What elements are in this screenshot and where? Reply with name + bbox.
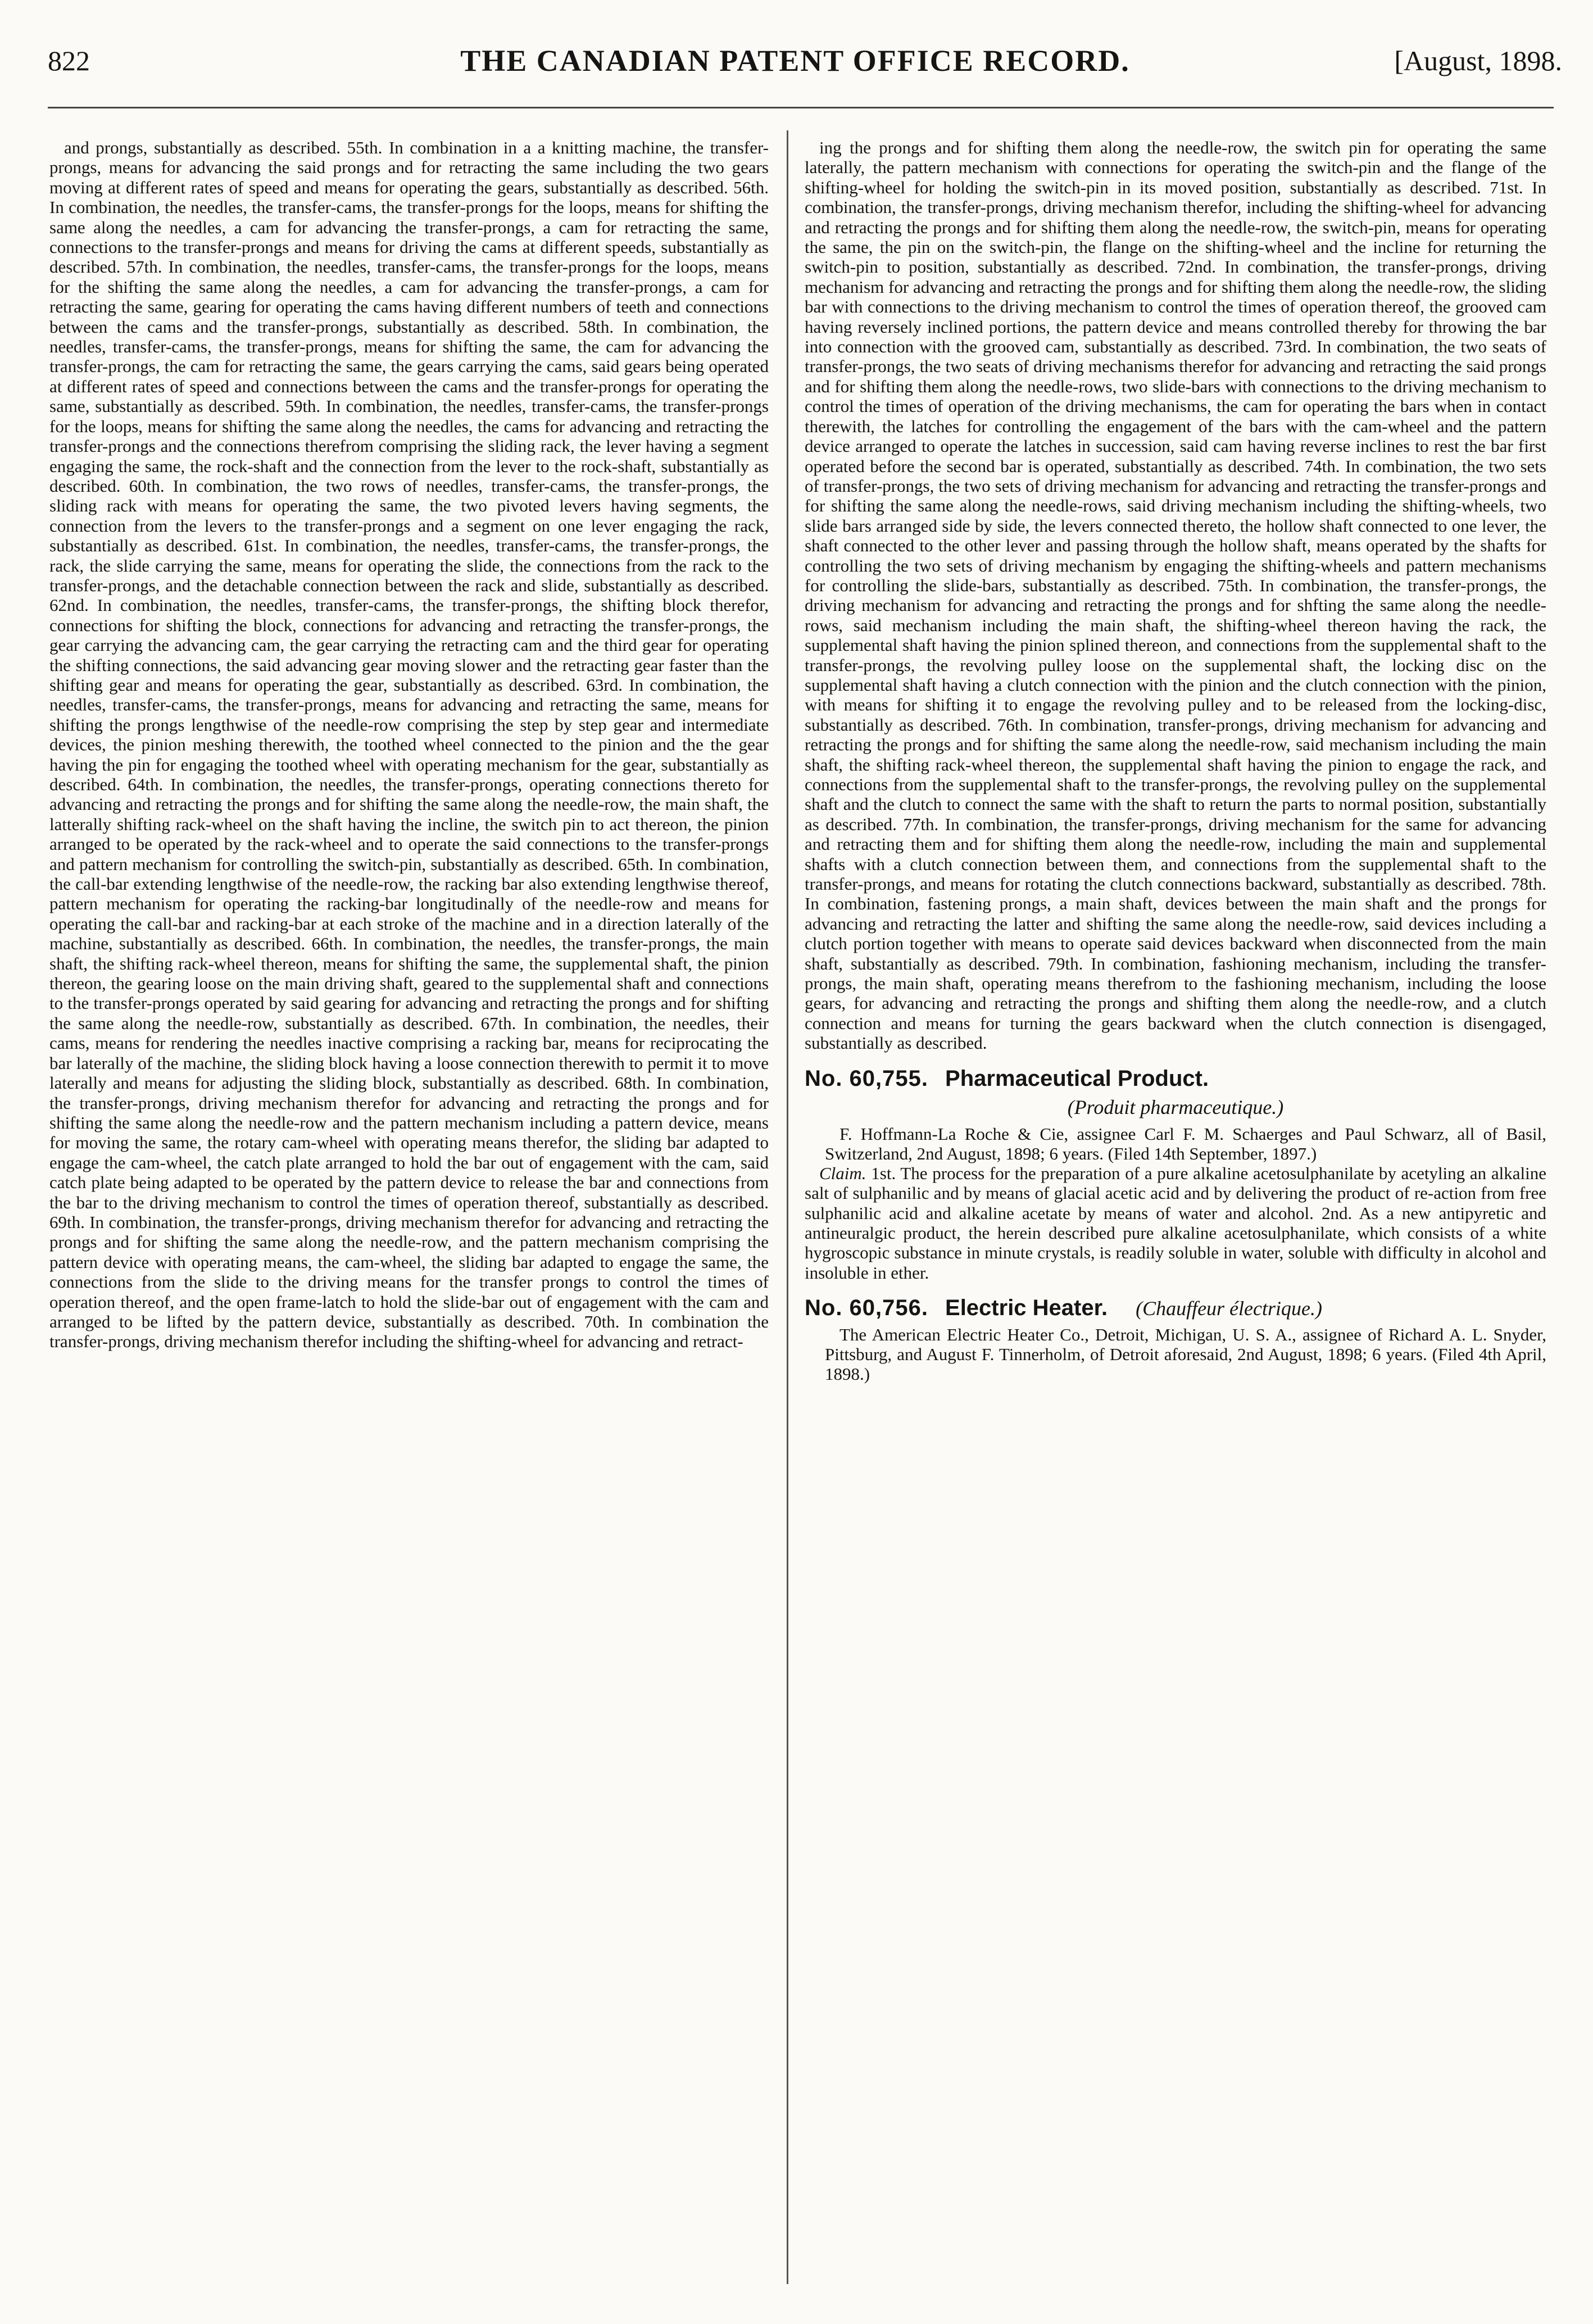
header-rule xyxy=(48,107,1554,108)
column-divider xyxy=(787,130,788,2284)
claim-label: Claim. xyxy=(819,1163,866,1183)
claims-continued-text: ing the prongs and for shifting them along the needle-row, the switch pin for operating the same laterally, the pattern mechanism with connections for operating the switch-pin and the flange of the shifting-wheel for holding the switch-pin in its moved position, substantially as described. 71st. In combination, the transfer-prongs, driving mechanism therefor, including the shifting-wheel for advancing and retracting the prongs and for shifting them along the needle-row, the switch-pin, means for operating the same, the pin on the switch-pin, the flange on the shifting-wheel and the incline for returning the switch-pin to position, substantially as described. 72nd. In combination, the transfer-prongs, driving mechanism for advancing and retracting the prongs and for shifting them along the needle-row, the sliding bar with connections to the driving mechanism to control the times of operation thereof, the grooved cam having reversely inclined portions, the pattern device and means controlled thereby for throwing the bar into connection with the grooved cam, substantially as described. 73rd. In combination, the two seats of transfer-prongs, the two seats of driving mechanisms therefor for advancing and retracting the said prongs and for shifting them along the needle-rows, two slide-bars with connections to the driving mechanism to control the times of operation of the driving mechanisms, the cam for operating the bars when in contact therewith, the latches for controlling the engagement of the bars with the cam-wheel and the pattern device arranged to operate the latches in succession, said cam having reverse inclines to rest the bar first operated before the second bar is operated, substantially as described. 74th. In combination, the two sets of transfer-prongs, the two sets of driving mechanism for advancing and retracting the transfer-prongs and for shifting the same along the needle-rows, said driving mechanism including the shifting-wheels, two slide bars arranged side by side, the levers connected thereto, the hollow shaft connected to one lever, the shaft connected to the other lever and passing through the hollow shaft, means operated by the shafts for controlling the two sets of driving mechanism by engaging the shifting-wheels and pattern mechanisms for controlling the slide-bars, substantially as described. 75th. In combination, the transfer-prongs, the driving mechanism for advancing and retracting the prongs and for shfting the same along the needle-rows, said mechanism including the main shaft, the shifting-wheel thereon having the rack, the supplemental shaft having the pinion splined thereon, and connections from the supplemental shaft to the transfer-prongs, the revolving pulley loose on the supplemental shaft, the locking disc on the supplemental shaft having a clutch connection with the pinion and the clutch connection with the pinion, with means for shifting it to engage the revolving pulley and to be released from the locking-disc, substantially as described. 76th. In combination, transfer-prongs, driving mechanism for advancing and retracting the prongs and for shifting the same along the needle-row, said mechanism including the main shaft, the shifting rack-wheel thereon, the supplemental shaft having the pinion to engage the rack, and connections from the supplemental shaft to the transfer-prongs, the revolving pulley on the supplemental shaft and the clutch to connect the same with the shaft to return the parts to normal position, substantially as described. 77th. In combination, the transfer-prongs, driving mechanism for the same for advancing and retracting them and for shifting them along the needle-row, including the main and supplemental shafts with a clutch connection between them, and connections from the supplemental shaft to the transfer-prongs, and means for rotating the clutch connections backward, substantially as described. 78th. In combination, fastening prongs, a main shaft, devices between the main shaft and the prongs for advancing and retracting the latter and shifting the same along the needle-row, said devices including a clutch portion together with means to operate said devices backward when disconnected from the main shaft, substantially as described. 79th. In combination, fashioning mechanism, including the transfer-prongs, the main shaft, operating means therefrom to the fashioning mechanism, including the loose gears, for advancing and retracting the prongs and shifting them along the needle-row, and a clutch connection and means for turning the gears backward when the clutch connection is disengaged, substantially as described. xyxy=(805,138,1546,1053)
patent-number: No. 60,756. xyxy=(805,1295,929,1321)
patent-heading xyxy=(805,1295,1546,1321)
patent-heading xyxy=(805,1066,1546,1091)
right-column xyxy=(805,138,1546,2290)
page-number: 822 xyxy=(48,45,90,76)
patent-assignee: F. Hoffmann-La Roche & Cie, assignee Carl F. M. Schaerges and Paul Schwarz, all of Basil, Switzerland, 2nd August, 1898; 6 years. (Filed 14th September, 1897.) xyxy=(825,1124,1546,1163)
patent-title: Electric Heater. xyxy=(945,1295,1108,1321)
patent-french-title: (Chauffeur électrique.) xyxy=(1136,1297,1322,1320)
claims-text: 1st. The process for the preparation of a pure alkaline acetosulphanilate by acetyling an alkaline salt of sulphanilic and by means of glacial acetic acid and by delivering the product of re-action from free sulphanilic acid and alkaline acetate by means of water and alcohol. 2nd. As a new antipyretic and antineuralgic product, the herein described pure alkaline acetosulphanilate, which consists of a white hygroscopic substance in minute crystals, is readily soluble in water, soluble with difficulty in alcohol and insoluble in ether. xyxy=(805,1163,1546,1283)
journal-title: THE CANADIAN PATENT OFFICE RECORD. xyxy=(460,44,1130,78)
patent-claims xyxy=(805,1163,1546,1283)
patent-assignee: The American Electric Heater Co., Detroit, Michigan, U. S. A., assignee of Richard A. L. Snyder, Pittsburg, and August F. Tinnerholm, of Detroit aforesaid, 2nd August, 1898; 6 years. (Filed 4th April, 1898.) xyxy=(825,1325,1546,1384)
patent-title: Pharmaceutical Product. xyxy=(945,1066,1209,1091)
patent-number: No. 60,755. xyxy=(805,1066,929,1091)
claims-continued-text: and prongs, substantially as described. 55th. In combination in a a knitting machine, the transfer-prongs, means for advancing the said prongs and for retracting the same including the two gears moving at different rates of speed and means for operating the gears, substantially as described. 56th. In combination, the needles, the transfer-cams, the transfer-prongs for the loops, means for shifting the same along the needles, a cam for advancing the transfer-prongs, a cam for retracting the same, connections to the transfer-prongs and means for driving the cams at different speeds, substantially as described. 57th. In combination, the needles, transfer-cams, the transfer-prongs for the loops, means for the shifting the same along the needles, a cam for advancing the transfer-prongs, a cam for retracting the same, gearing for operating the cams having different numbers of teeth and connections between the cams and the transfer-prongs, substantially as described. 58th. In combination, the needles, transfer-cams, the transfer-prongs, means for shifting the same, the cam for advancing the transfer-prongs, the cam for retracting the same, the gears carrying the cams, said gears being operated at different rates of speed and connections between the cams and the transfer-prongs for operating the same, substantially as described. 59th. In combination, the needles, transfer-cams, the transfer-prongs for the loops, means for shifting the same along the needles, the cams for advancing and retracting the transfer-prongs and the connections therefrom comprising the sliding rack, the lever having a segment engaging the same, the rock-shaft and the connection from the lever to the rock-shaft, substantially as described. 60th. In combination, the two rows of needles, transfer-cams, the transfer-prongs, the sliding rack with means for operating the same, the two pivoted levers having segments, the connection from the levers to the transfer-prongs and a segment on one lever engaging the rack, substantially as described. 61st. In combination, the needles, transfer-cams, the transfer-prongs, the rack, the slide carrying the same, means for operating the slide, the connections from the rack to the transfer-prongs, and the detachable connection between the rack and slide, substantially as described. 62nd. In combination, the needles, transfer-cams, the transfer-prongs, the shifting block therefor, connections for shifting the block, connections for advancing and retracting the transfer-prongs, the gear carrying the advancing cam, the gear carrying the retracting cam and the third gear for operating the shifting connections, the said advancing gear moving slower and the retracting gear faster than the shifting gear and means for operating the gear, substantially as described. 63rd. In combination, the needles, transfer-cams, the transfer-prongs, means for advancing and retracting the same, means for shifting the prongs lengthwise of the needle-row comprising the step by step gear and intermediate devices, the pinion meshing therewith, the toothed wheel connected to the pinion and the the gear having the pin for engaging the toothed wheel with operating mechanism for the gear, substantially as described. 64th. In combination, the needles, the transfer-prongs, operating connections thereto for advancing and retracting the prongs and for shifting the same along the needle-row, the main shaft, the latterally shifting rack-wheel on the shaft having the incline, the switch pin to act thereon, the pinion arranged to be operated by the rack-wheel and to operate the said connections to the transfer-prongs and pattern mechanism for controlling the switch-pin, substantially as described. 65th. In combination, the call-bar extending lengthwise of the needle-row, the racking bar also extending lengthwise thereof, pattern mechanism for operating the racking-bar longitudinally of the needle-row and means for operating the call-bar and racking-bar at each stroke of the machine and in a direction laterally of the machine, substantially as described. 66th. In combination, the needles, the transfer-prongs, the main shaft, the shifting rack-wheel thereon, means for shifting the same, the supplemental shaft, the pinion thereon, the gearing loose on the main driving shaft, geared to the supplemental shaft and connections to the transfer-prongs operated by said gearing for advancing and retracting the prongs and for shifting the same along the needle-row, substantially as described. 67th. In combination, the needles, their cams, means for rendering the needles inactive comprising a racking bar, means for reciprocating the bar laterally of the machine, the sliding block having a loose connection therewith to permit it to move laterally and means for adjusting the sliding block, substantially as described. 68th. In combination, the transfer-prongs, driving mechanism therefor for advancing and retracting the prongs and for shifting the same along the needle-row and the pattern mechanism including a pattern device, means for moving the same, the rotary cam-wheel with operating means therefor, the sliding bar adapted to engage the cam-wheel, the catch plate arranged to hold the bar out of engagement with the cam, said catch plate being adapted to be operated by the pattern device to release the bar and connections from the bar to the driving mechanism to control the times of operation thereof, substantially as described. 69th. In combination, the transfer-prongs, driving mechanism therefor for advancing and retracting the prongs and for shifting the same along the needle-row, and the pattern mechanism comprising the pattern device with operating means, the cam-wheel, the sliding bar adapted to engage the same, the connections from the slide to the driving means for the transfer prongs to control the times of operation thereof, and the open frame-latch to hold the slide-bar out of engagement with the cam and arranged to be lifted by the pattern device, substantially as described. 70th. In combination the transfer-prongs, driving mechanism therefor including the shifting-wheel for advancing and retract- xyxy=(49,138,769,1352)
issue-date: [August, 1898. xyxy=(1394,45,1562,76)
left-column xyxy=(49,138,769,2279)
patent-french-title: (Produit pharmaceutique.) xyxy=(1067,1095,1284,1118)
